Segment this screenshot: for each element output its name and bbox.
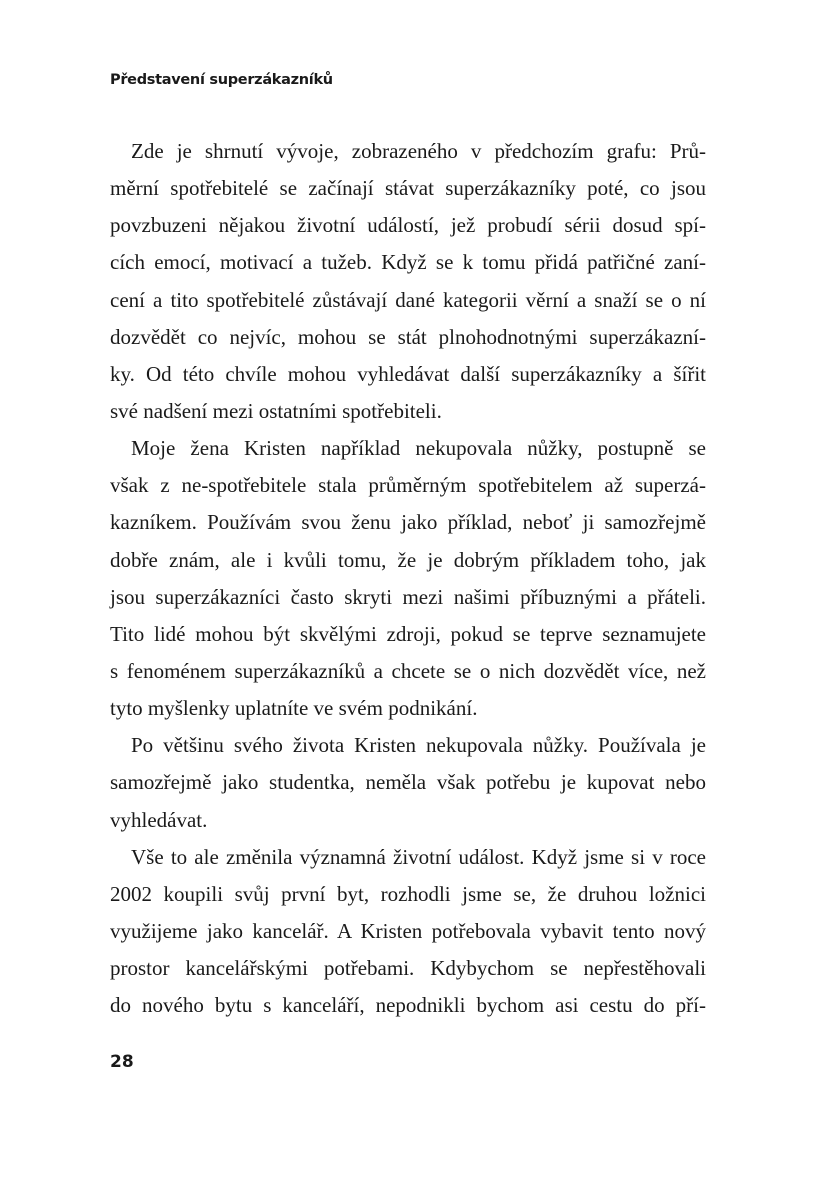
page-number: 28 [110,1052,134,1072]
body-text [110,133,706,1024]
text-line: Zde je shrnutí vývoje, zobrazeného v předchozím grafu: Prů- [131,139,706,163]
text-line: tyto myšlenky uplatníte ve svém podnikání. [110,696,478,721]
text-line: Moje žena Kristen například nekupovala nůžky, postupně se [131,436,706,461]
text-line: do nového bytu s kanceláří, nepodnikli bychom asi cestu do pří- [110,993,706,1018]
text-line: dozvědět co nejvíc, mohou se stát plnohodnotnými superzákazní- [110,324,706,349]
text-line: využijeme jako kancelář. A Kristen potřebovala vybavit tento nový [110,918,706,943]
text-line: Po většinu svého života Kristen nekupovala nůžky. Používala je [131,733,706,758]
text-line: cích emocí, motivací a tužeb. Když se k tomu přidá patřičné zaní- [110,250,706,275]
text-line: s fenoménem superzákazníků a chcete se o nich dozvědět více, než [110,658,706,683]
paragraph [110,727,706,838]
text-line: samozřejmě jako studentka, neměla však potřebu je kupovat nebo [110,770,706,795]
text-line: 2002 koupili svůj první byt, rozhodli jsme se, že druhou ložnici [110,881,706,906]
text-line: měrní spotřebitelé se začínají stávat superzákazníky poté, co jsou [110,176,706,201]
text-line: vyhledávat. [110,807,208,832]
text-line: cení a tito spotřebitelé zůstávají dané kategorii věrní a snaží se o ní [110,287,706,312]
text-line: své nadšení mezi ostatními spotřebiteli. [110,398,442,423]
text-line: povzbuzeni nějakou životní událostí, jež probudí sérii dosud spí- [110,213,706,238]
running-header: Představení superzákazníků [110,72,333,88]
text-line: však z ne-spotřebitele stala průměrným spotřebitelem až superzá- [110,473,706,498]
text-line: prostor kancelářskými potřebami. Kdybychom se nepřestěhovali [110,956,706,981]
text-line: Vše to ale změnila významná životní událost. Když jsme si v roce [131,844,706,869]
paragraph [110,839,706,1025]
text-line: dobře znám, ale i kvůli tomu, že je dobrým příkladem toho, jak [110,547,706,572]
text-line: Tito lidé mohou být skvělými zdroji, pokud se teprve seznamujete [110,621,706,646]
paragraph [110,430,706,727]
text-line: kazníkem. Používám svou ženu jako příklad, neboť ji samozřejmě [110,510,706,535]
text-line: ky. Od této chvíle mohou vyhledávat další superzákazníky a šířit [110,361,706,386]
paragraph [110,133,706,430]
text-line: jsou superzákazníci často skryti mezi našimi příbuznými a přáteli. [110,584,706,609]
